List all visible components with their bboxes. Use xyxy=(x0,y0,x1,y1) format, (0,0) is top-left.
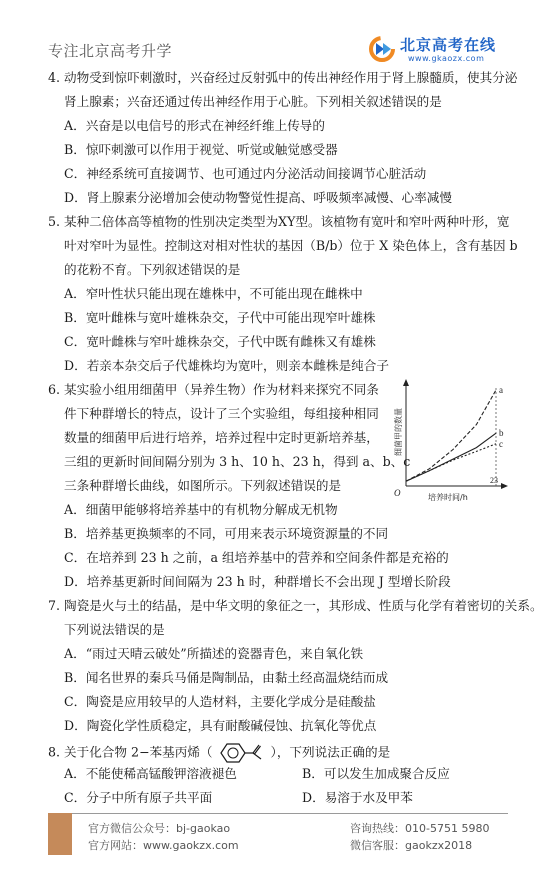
y-axis-arrow-icon xyxy=(403,379,409,386)
footer-hotline: 咨询热线：010-5751 5980 xyxy=(350,822,490,835)
q5-stem-line-3: 的花粉不育。下列叙述错误的是 xyxy=(64,262,241,277)
logo-mark-icon xyxy=(368,34,398,64)
footer-website[interactable]: 官方网站：www.gaokzx.com xyxy=(88,839,239,852)
q6-option-d: D．培养基更新时间间隔为 23 h 时，种群增长不会出现 J 型增长阶段 xyxy=(64,574,451,589)
q7-option-b: B．闻名世界的秦兵马俑是陶制品，由黏土经高温烧结而成 xyxy=(64,670,389,685)
q6-option-b: B．培养基更换频率的不同，可用来表示环境资源量的不同 xyxy=(64,526,389,541)
q4-option-a: A．兴奋是以电信号的形式在神经纤维上传导的 xyxy=(64,118,325,133)
q8-option-c: C．分子中所有原子共平面 xyxy=(64,790,213,805)
q8-stem-before: 8. 关于化合物 2−苯基丙烯（ xyxy=(48,744,213,760)
q5-option-b: B．宽叶雌株与宽叶雄株杂交，子代中可能出现窄叶雄株 xyxy=(64,310,376,325)
x-axis-arrow-icon xyxy=(501,483,508,489)
q4-stem-line-1: 4. 动物受到惊吓刺激时，兴奋经过反射弧中的传出神经作用于肾上腺髓质，使其分泌 xyxy=(48,70,518,85)
page-footer xyxy=(48,813,508,855)
footer-wechat: 官方微信公众号：bj-gaokao xyxy=(88,822,231,835)
population-growth-chart xyxy=(390,376,508,506)
q7-stem-line-1: 7. 陶瓷是火与土的结晶，是中华文明的象征之一，其形成、性质与化学有着密切的关系。 xyxy=(48,598,543,613)
q6-option-a: A．细菌甲能够将培养基中的有机物分解成无机物 xyxy=(64,502,338,517)
q8-stem-after: ），下列说法正确的是 xyxy=(270,744,391,760)
origin-label: O xyxy=(394,488,401,498)
y-axis-label: 细菌甲的数量 xyxy=(394,408,403,456)
logo-text: 北京高考在线 xyxy=(400,36,497,54)
q6-stem-line-2: 件下种群增长的特点，设计了三个实验组，每组接种相同 xyxy=(64,406,379,421)
q7-option-a: A．“雨过天晴云破处”所描述的瓷器青色，来自氧化铁 xyxy=(64,646,364,661)
series-line-a xyxy=(406,390,496,481)
q6-stem-line-3: 数量的细菌甲后进行培养，培养过程中定时更新培养基， xyxy=(64,430,379,445)
footer-divider xyxy=(72,813,508,814)
q6-stem-line-5: 三条种群增长曲线，如图所示。下列叙述错误的是 xyxy=(64,478,342,493)
q8-stem xyxy=(48,742,390,764)
q4-option-d: D．肾上腺素分泌增加会使动物警觉性提高、呼吸频率减慢、心率减慢 xyxy=(64,190,452,205)
footer-service: 微信客服：gaokzx2018 xyxy=(350,839,473,852)
x-axis-label: 培养时间/h xyxy=(428,493,468,502)
q8-option-d: D．易溶于水及甲苯 xyxy=(302,790,413,805)
q4-stem-line-2: 肾上腺素；兴奋还通过传出神经作用于心脏。下列相关叙述错误的是 xyxy=(64,94,442,109)
q5-option-a: A．窄叶性状只能出现在雄株中，不可能出现在雌株中 xyxy=(64,286,363,301)
logo-url: www.gkaozx.com xyxy=(408,54,485,63)
series-label-b: b xyxy=(499,428,504,439)
header-slogan: 专注北京高考升学 xyxy=(48,42,173,60)
q5-stem-line-2: 叶对窄叶为显性。控制这对相对性状的基因（B/b）位于 X 染色体上，含有基因 b xyxy=(64,238,518,253)
q6-option-c: C．在培养到 23 h 之前，a 组培养基中的营养和空间条件都是充裕的 xyxy=(64,550,449,565)
series-label-a: a xyxy=(499,385,503,395)
2-phenylpropene-structure-icon xyxy=(213,742,271,764)
q6-stem-line-1: 6. 某实验小组用细菌甲（异养生物）作为材料来探究不同条 xyxy=(48,382,379,397)
q5-option-c: C．宽叶雌株与窄叶雄株杂交，子代中既有雌株又有雄株 xyxy=(64,334,376,349)
q4-option-b: B．惊吓刺激可以作用于视觉、听觉或触觉感受器 xyxy=(64,142,338,157)
q8-option-a: A．不能使稀高锰酸钾溶液褪色 xyxy=(64,766,237,781)
footer-accent-bar xyxy=(48,813,72,855)
x-tick-label: 23 xyxy=(490,476,498,485)
q8-option-b: B．可以发生加成聚合反应 xyxy=(302,766,450,781)
q7-stem-line-2: 下列说法错误的是 xyxy=(64,622,165,637)
q6-stem-line-4: 三组的更新时间间隔分别为 3 h、10 h、23 h，得到 a、b、c xyxy=(64,454,411,469)
brand-logo[interactable] xyxy=(368,30,518,70)
series-label-c: c xyxy=(499,438,503,449)
q5-stem-line-1: 5. 某种二倍体高等植物的性别决定类型为XY型。该植物有宽叶和窄叶两种叶形，宽 xyxy=(48,214,510,229)
q7-option-d: D．陶瓷化学性质稳定，具有耐酸碱侵蚀、抗氧化等优点 xyxy=(64,718,377,733)
q4-option-c: C．神经系统可直接调节、也可通过内分泌活动间接调节心脏活动 xyxy=(64,166,427,181)
q5-option-d: D．若亲本杂交后子代雄株均为宽叶，则亲本雌株是纯合子 xyxy=(64,358,389,373)
q7-option-c: C．陶瓷是应用较早的人造材料，主要化学成分是硅酸盐 xyxy=(64,694,376,709)
